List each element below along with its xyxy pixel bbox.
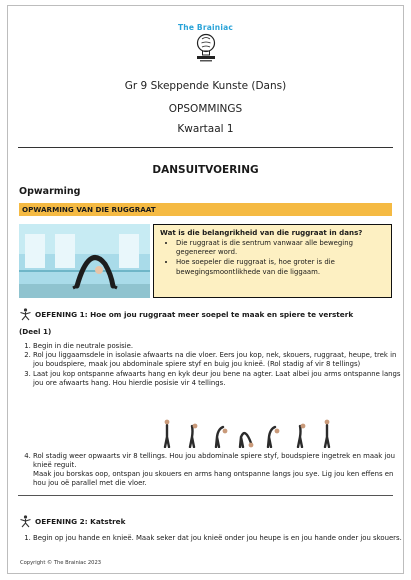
info-point: • Hoe soepeler die ruggraat is, hoe groter is die bewegingsmoontlikhede van die liggaam. — [176, 258, 387, 276]
dancer-backbend-photo — [19, 224, 150, 298]
lightbulb-brain-icon — [193, 33, 219, 63]
document-page — [7, 5, 404, 574]
exercise-1-part: (Deel 1) — [19, 327, 52, 336]
info-box — [153, 224, 392, 298]
warmup-heading: Opwarming — [19, 186, 81, 197]
list-item: 1. Begin op jou hande en knieë. Maak seker dat jou knieë onder jou heupe is en jou hande onder jou skouers. — [33, 534, 403, 543]
brand-name: The Brainiac — [177, 23, 234, 32]
document-title: Gr 9 Skeppende Kunste (Dans) — [124, 80, 287, 92]
list-item: 1. Begin in die neutrale posisie. — [33, 342, 403, 351]
exercise-2-title — [19, 515, 125, 528]
exercise-1-heading: Hoe om jou ruggraat meer soepel te maak en spiere te versterk — [90, 310, 354, 319]
exercise-2-heading: Katstrek — [90, 517, 126, 526]
figure-standing — [165, 425, 169, 447]
warmup-band-label: OPWARMING VAN DIE RUGGRAAT — [19, 203, 392, 216]
copyright-footer: Copyright © The Brainiac 2023 — [20, 560, 102, 566]
exercise-2-label: OEFENING 2: — [35, 517, 88, 526]
info-question: Wat is die belangrikheid van die ruggraat in dans? — [160, 228, 363, 237]
info-points-list — [154, 239, 391, 277]
yoga-figure-icon — [19, 515, 32, 528]
list-item: 3. Laat jou kop ontspanne afwaarts hang en kyk deur jou bene na agter. Laat albei jou arms ontspanne langs jou ore afwaarts hang. Hou hierdie posisie vir 4 tellings. — [33, 370, 403, 388]
info-point: • Die ruggraat is die sentrum vanwaar alle beweging gegenereer word. — [176, 239, 387, 257]
list-item: 4. Rol stadig weer opwaarts vir 8 tellings. Hou jou abdominale spiere styf, boudspiere ingetrek en maak jou knieë reguit. Maak jou borskas oop, ontspan jou skouers en arms hang ontspanne langs jou sye. Lig jou ken effens en hou jou oë parallel met die vloer. — [33, 452, 403, 488]
pose-figures — [159, 419, 337, 448]
yoga-figure-icon — [19, 308, 32, 321]
roll-down-figure-sequence — [159, 419, 337, 448]
exercise-1-steps — [19, 342, 403, 388]
exercise-2-steps — [19, 534, 403, 543]
exercise-1-steps-cont — [19, 452, 403, 488]
section-title: DANSUITVOERING — [152, 164, 259, 176]
section-divider — [18, 495, 393, 496]
document-term: Kwartaal 1 — [177, 123, 234, 135]
document-subtitle: OPSOMMINGS — [168, 103, 243, 115]
exercise-1-title — [19, 308, 353, 321]
exercise-1-label: OEFENING 1: — [35, 310, 88, 319]
list-item: 2. Rol jou liggaamsdele in isolasie afwaarts na die vloer. Eers jou kop, nek, skouers, ruggraat, heupe, trek in jou boudspiere, maak jou abdominale spiere styf en buig jou knieë. (Rol stadig af vir 8 tellings) — [33, 351, 403, 369]
header-divider — [18, 147, 393, 148]
